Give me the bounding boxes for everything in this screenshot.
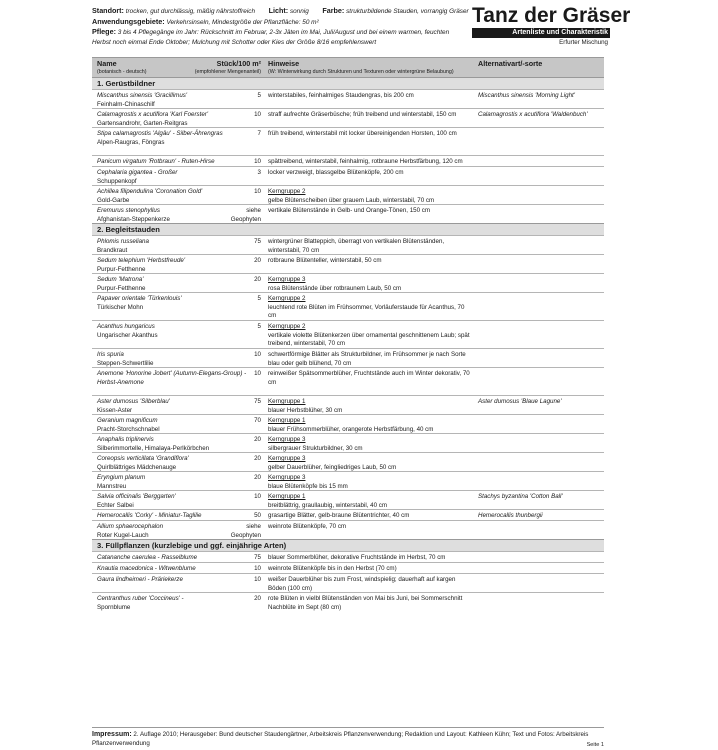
table-row	[92, 395, 604, 414]
german-name: Schuppenkopf	[97, 177, 137, 185]
col-alt-header	[478, 60, 604, 69]
hint-cell	[268, 351, 474, 368]
quantity-value: 10	[254, 111, 261, 118]
hint-text: wintergrüner Blatteppich, überragt von vertikalen Blütenständen, winterstabil, 70 cm	[268, 238, 445, 254]
hint-cell	[268, 92, 474, 101]
hint-cell	[268, 370, 474, 387]
botanical-name: Centranthus ruber 'Coccineus' -	[97, 595, 184, 602]
hint-text: leuchtend rote Blüten im Frühsommer, Vorläuferstaude für Acanthus, 70 cm	[268, 303, 465, 319]
page-number: Seite 1	[586, 742, 604, 748]
hint-cell	[268, 436, 474, 453]
section-heading: 1. Gerüstbildner	[92, 77, 604, 89]
hint-text: rote Blüten in vielbl Blütenständen von Mai bis Juni, bei Sommerschnitt Nachblüte im Sept (80 cm)	[268, 595, 463, 611]
quantity-value: 10	[254, 351, 261, 358]
hint-text: spättreibend, winterstabil, feinhalmig, rotbraune Herbstfärbung, 120 cm	[268, 158, 463, 165]
quantity-value: 20	[254, 474, 261, 481]
quantity-value: 10	[254, 493, 261, 500]
german-name: Türkischer Mohn	[97, 303, 144, 311]
hint-text: silbergrauer Strukturbildner, 30 cm	[268, 444, 363, 452]
botanical-name: Geranium magnificum	[97, 417, 158, 424]
table-row	[92, 348, 604, 367]
quantity-cell	[217, 474, 261, 483]
botanical-name: Iris spuria	[97, 351, 124, 358]
licht-label: Licht:	[268, 6, 289, 15]
hint-text: locker verzweigt, blassgelbe Blütenköpfe, 200 cm	[268, 169, 404, 176]
col-hint-sub: (W: Winterwirkung durch Strukturen und Texturen oder wintergrüne Belaubung)	[268, 68, 454, 75]
hint-cell	[268, 474, 474, 491]
quantity-cell	[217, 111, 261, 120]
botanical-name: Catananche caerulea - Rasselblume	[97, 554, 198, 561]
botanical-name: Panicum virgatum 'Rotbraun' - Ruten-Hirse	[97, 158, 215, 165]
german-name: Ungarischer Akanthus	[97, 331, 158, 339]
botanical-name: Acanthus hungaricus	[97, 323, 155, 330]
quantity-cell	[217, 188, 261, 197]
hint-cell	[268, 323, 474, 349]
quantity-note: Geophyten	[230, 215, 261, 223]
core-group-label: Kerngruppe 3	[268, 276, 306, 283]
german-name: Purpur-Fetthenne	[97, 265, 146, 273]
german-name: Brandkraut	[97, 246, 128, 254]
table-row	[92, 235, 604, 254]
pflege-value-2: Herbst noch einmal Ende Oktober; Mulchung mit Schotter oder Kies der Größe 8/16 empfehlenswert	[92, 38, 377, 46]
german-name: Kissen-Aster	[97, 406, 133, 414]
hint-text: vertikale violette Blütenkerzen über ornamental geschnittenem Laub; spät treibend, winterstabil, 70 cm	[268, 331, 470, 347]
hint-cell	[268, 455, 474, 472]
hint-cell	[268, 169, 474, 178]
hint-cell	[268, 595, 474, 612]
hint-cell	[268, 207, 474, 216]
footer	[92, 727, 604, 748]
col-alt-title: Alternativart/-sorte	[478, 59, 543, 68]
botanical-name: Eremurus stenophyllus	[97, 207, 160, 214]
quantity-value: 10	[254, 370, 261, 377]
table-row	[92, 452, 604, 471]
section-heading: 3. Füllpflanzen (kurzlebige und ggf. einjährige Arten)	[92, 539, 604, 551]
german-name: Quirlblättriges Mädchenauge	[97, 463, 177, 471]
botanical-name: Allium sphaerocephalon	[97, 523, 164, 530]
german-name: Spornblume	[97, 603, 131, 611]
quantity-cell	[217, 169, 261, 178]
col-name-sub: (botanisch - deutsch)	[97, 68, 147, 75]
hint-text: grasartige Blätter, gelb-braune Blütentrichter, 40 cm	[268, 512, 410, 519]
hint-cell	[268, 238, 474, 255]
quantity-cell	[217, 436, 261, 445]
farbe-value: strukturbildende Stauden, vorrangig Gräser	[346, 8, 469, 15]
table-row	[92, 155, 604, 166]
standort-value: trocken, gut durchlässig, mäßig nährstoffreich	[125, 8, 256, 15]
german-name: Gold-Garbe	[97, 196, 130, 204]
botanical-name: Calamagrostis x acutiflora 'Karl Foerster'	[97, 111, 209, 118]
german-name: Afghanistan-Steppenkerze	[97, 215, 170, 223]
botanical-name: Coreopsis verticillata 'Grandiflora'	[97, 455, 189, 462]
german-name: Pracht-Storchschnabel	[97, 425, 160, 433]
core-group-label: Kerngruppe 2	[268, 188, 306, 195]
table-row	[92, 509, 604, 520]
title-block	[472, 4, 631, 48]
table-row	[92, 520, 604, 539]
table-row	[92, 551, 604, 562]
table-row	[92, 471, 604, 490]
hint-text: reinweißer Spätsommerblüher, Fruchtstände auch im Winter dekorativ, 70 cm	[268, 370, 470, 386]
quantity-cell	[217, 351, 261, 360]
table-row	[92, 127, 604, 155]
quantity-cell	[217, 92, 261, 101]
german-name: Feinhalm-Chinaschilf	[97, 100, 155, 108]
alternative-cell: Miscanthus sinensis 'Morning Light'	[478, 92, 575, 99]
table-row	[92, 433, 604, 452]
botanical-name: Papaver orientale 'Türkenlouis'	[97, 295, 182, 302]
hint-text: gelber Dauerblüher, feingliedriges Laub, 50 cm	[268, 463, 397, 471]
hint-text: schwertförmige Blätter als Strukturbildner, im Frühsommer je nach Sorte blau oder gelb blühend, 70 cm	[268, 351, 466, 367]
quantity-value: 75	[254, 238, 261, 245]
quantity-cell	[217, 595, 261, 604]
quantity-cell	[217, 398, 261, 407]
hint-cell	[268, 523, 474, 532]
quantity-value: 10	[254, 188, 261, 195]
hint-text: rosa Blütenstände über rotbraunem Laub, 50 cm	[268, 284, 402, 292]
quantity-value: 5	[257, 92, 261, 99]
quantity-value: 20	[254, 257, 261, 264]
quantity-value: 10	[254, 565, 261, 572]
german-name: Roter Kugel-Lauch	[97, 531, 149, 539]
quantity-cell	[217, 576, 261, 585]
table-row	[92, 89, 604, 108]
table-row	[92, 254, 604, 273]
hint-cell	[268, 257, 474, 266]
quantity-value: 5	[257, 323, 261, 330]
quantity-value: 10	[254, 576, 261, 583]
hint-text: früh treibend, winterstabil mit locker übereinigenden Horsten, 100 cm	[268, 130, 457, 137]
hint-cell	[268, 130, 474, 139]
quantity-cell	[217, 130, 261, 139]
table-row	[92, 367, 604, 395]
hint-text: rotbraune Blütenteller, winterstabil, 50 cm	[268, 257, 382, 264]
botanical-name: Achillea filipendulina 'Coronation Gold'	[97, 188, 203, 195]
botanical-name: Stipa calamagrostis 'Algäu' - Silber-Ährengras	[97, 130, 223, 137]
mix-label: Erfurter Mischung	[559, 39, 608, 46]
botanical-name: Phlomis russeliana	[97, 238, 149, 245]
botanical-name: Anaphalis triplinervis	[97, 436, 154, 443]
botanical-name: Salvia officinalis 'Berggarten'	[97, 493, 176, 500]
page-title: Tanz der Gräser	[472, 4, 631, 27]
subtitle-bar: Artenliste und Charakteristik	[472, 28, 610, 38]
quantity-value: 75	[254, 554, 261, 561]
hint-text: weißer Dauerblüher bis zum Frost, windspielig; dauerhaft auf kargen Böden (100 cm)	[268, 576, 456, 592]
hint-text: vertikale Blütenstände in Gelb- und Orange-Tönen, 150 cm	[268, 207, 430, 214]
hint-cell	[268, 398, 474, 415]
core-group-label: Kerngruppe 1	[268, 417, 306, 424]
hint-text: straff aufrechte Gräserbüsche; früh treibend und winterstabil, 150 cm	[268, 111, 457, 118]
hint-text: weinrote Blütenköpfe, 70 cm	[268, 523, 347, 530]
hint-cell	[268, 295, 474, 321]
hint-cell	[268, 493, 474, 510]
col-hint-title: Hinweise	[268, 59, 300, 68]
german-name: Silberimmortelle, Himalaya-Perlkörbchen	[97, 444, 210, 452]
pflege-value-1: 3 bis 4 Pflegegänge im Jahr: Rückschnitt im Februar, 2-3x Jäten im Mai, Juli/August und bei einem warmen, feuchten	[117, 29, 450, 37]
hint-text: winterstabiles, feinhalmiges Staudengras, bis 200 cm	[268, 92, 414, 99]
quantity-value: 20	[254, 595, 261, 602]
table-header	[92, 57, 604, 77]
quantity-cell	[217, 238, 261, 247]
hint-text: blauer Sommerblüher, dekorative Fruchtstände im Herbst, 70 cm	[268, 554, 446, 561]
german-name: Echter Salbei	[97, 501, 134, 509]
quantity-value: 50	[254, 512, 261, 519]
table-row	[92, 414, 604, 433]
core-group-label: Kerngruppe 2	[268, 323, 306, 330]
table-row	[92, 204, 604, 223]
table-row	[92, 592, 604, 611]
german-name: Gartensandrohr, Garten-Reitgras	[97, 119, 188, 127]
table-row	[92, 320, 604, 348]
alternative-cell: Calamagrostis x acutiflora 'Waldenbuch'	[478, 111, 588, 118]
botanical-name: Sedum telephium 'Herbstfreude'	[97, 257, 186, 264]
farbe-label: Farbe:	[322, 6, 345, 15]
botanical-name: Miscanthus sinensis 'Gracillimus'	[97, 92, 188, 99]
quantity-cell	[217, 207, 261, 224]
botanical-name: Knautia macedonica - Witwenblume	[97, 565, 196, 572]
col-qty-title: Stück/100 m²	[216, 59, 261, 68]
botanical-name: Hemerocallis 'Corky' - Miniatur-Taglilie	[97, 512, 202, 519]
alternative-cell: Stachys byzantina 'Cotton Ball'	[478, 493, 563, 500]
hint-text: blaue Blütenköpfe bis 15 mm	[268, 482, 348, 490]
table-row	[92, 273, 604, 292]
core-group-label: Kerngruppe 3	[268, 455, 306, 462]
botanical-name: Sedum 'Matrona'	[97, 276, 144, 283]
anwendung-value: Verkehrsinseln, Mindestgröße der Pflanzfläche: 50 m²	[166, 18, 319, 26]
hint-cell	[268, 276, 474, 293]
quantity-value: 10	[254, 158, 261, 165]
standort-label: Standort:	[92, 6, 124, 15]
quantity-value: 5	[257, 295, 261, 302]
col-hint-header	[268, 60, 478, 76]
alternative-cell: Hemerocallis thunbergii	[478, 512, 543, 519]
botanical-name: Gaura lindheimeri - Präriekerze	[97, 576, 183, 583]
footer-text: 2. Auflage 2010; Herausgeber: Bund deutscher Staudengärtner, Arbeitskreis Pflanzenverwendung; Redaktion und Layout: Kathleen Kühn; Text und Fotos: Arbeitskreis Pflanzenverwendung	[92, 731, 589, 747]
quantity-value: siehe	[246, 523, 261, 530]
quantity-cell	[217, 493, 261, 502]
alternative-cell: Aster dumosus 'Blaue Lagune'	[478, 398, 562, 405]
german-name: Alpen-Raugras, Föngras	[97, 138, 165, 146]
quantity-cell	[217, 417, 261, 426]
quantity-cell	[217, 455, 261, 464]
table-row	[92, 292, 604, 320]
pflege-label: Pflege:	[92, 27, 116, 37]
quantity-cell	[217, 323, 261, 332]
table-row	[92, 185, 604, 204]
hint-text: gelbe Blütenscheiben über grauem Laub, winterstabil, 70 cm	[268, 196, 435, 204]
table-row	[92, 562, 604, 573]
german-name: Purpur-Fetthenne	[97, 284, 146, 292]
quantity-value: 70	[254, 417, 261, 424]
table-row	[92, 166, 604, 185]
quantity-value: 3	[257, 169, 261, 176]
german-name: Mannstreu	[97, 482, 127, 490]
col-qty-sub: (empfohlener Mengenanteil)	[194, 68, 261, 75]
core-group-label: Kerngruppe 3	[268, 474, 306, 481]
hint-cell	[268, 576, 474, 593]
footer-label: Impressum:	[92, 731, 132, 738]
botanical-name: Anemone 'Honorine Jobert' (Autumn-Elegans-Group) - Herbst-Anemone	[97, 370, 247, 386]
quantity-cell	[217, 523, 261, 540]
section-heading: 2. Begleitstauden	[92, 223, 604, 235]
botanical-name: Aster dumosus 'Silberblau'	[97, 398, 170, 405]
core-group-label: Kerngruppe 2	[268, 295, 306, 302]
core-group-label: Kerngruppe 1	[268, 398, 306, 405]
quantity-value: 75	[254, 398, 261, 405]
quantity-value: 7	[257, 130, 261, 137]
table-body	[92, 77, 604, 611]
hint-text: blauer Herbstblüher, 30 cm	[268, 406, 343, 414]
core-group-label: Kerngruppe 3	[268, 436, 306, 443]
botanical-name: Eryngium planum	[97, 474, 146, 481]
quantity-value: 20	[254, 276, 261, 283]
hint-cell	[268, 111, 474, 120]
quantity-value: 20	[254, 455, 261, 462]
quantity-cell	[217, 370, 261, 379]
hint-text: weinrote Blütenköpfe bis in den Herbst (70 cm)	[268, 565, 397, 572]
quantity-cell	[217, 295, 261, 304]
quantity-cell	[217, 257, 261, 266]
core-group-label: Kerngruppe 1	[268, 493, 306, 500]
col-name-title: Name	[97, 59, 117, 68]
anwendung-label: Anwendungsgebiete:	[92, 16, 165, 26]
species-table	[92, 57, 604, 611]
hint-text: blauer Frühsommerblüher, orangerote Herbstfärbung, 40 cm	[268, 425, 434, 433]
licht-value: sonnig	[289, 8, 309, 15]
quantity-value: 20	[254, 436, 261, 443]
german-name: Steppen-Schwertlilie	[97, 359, 154, 367]
hint-cell	[268, 417, 474, 434]
col-qty-header	[152, 60, 261, 76]
table-row	[92, 573, 604, 592]
table-row	[92, 108, 604, 127]
botanical-name: Cephalaria gigantea - Großer	[97, 169, 178, 176]
hint-cell	[268, 188, 474, 205]
quantity-value: siehe	[246, 207, 261, 214]
quantity-note: Geophyten	[230, 531, 261, 539]
table-row	[92, 490, 604, 509]
hint-text: breitblättrig, graullaubig, winterstabil, 40 cm	[268, 501, 387, 509]
quantity-cell	[217, 276, 261, 285]
